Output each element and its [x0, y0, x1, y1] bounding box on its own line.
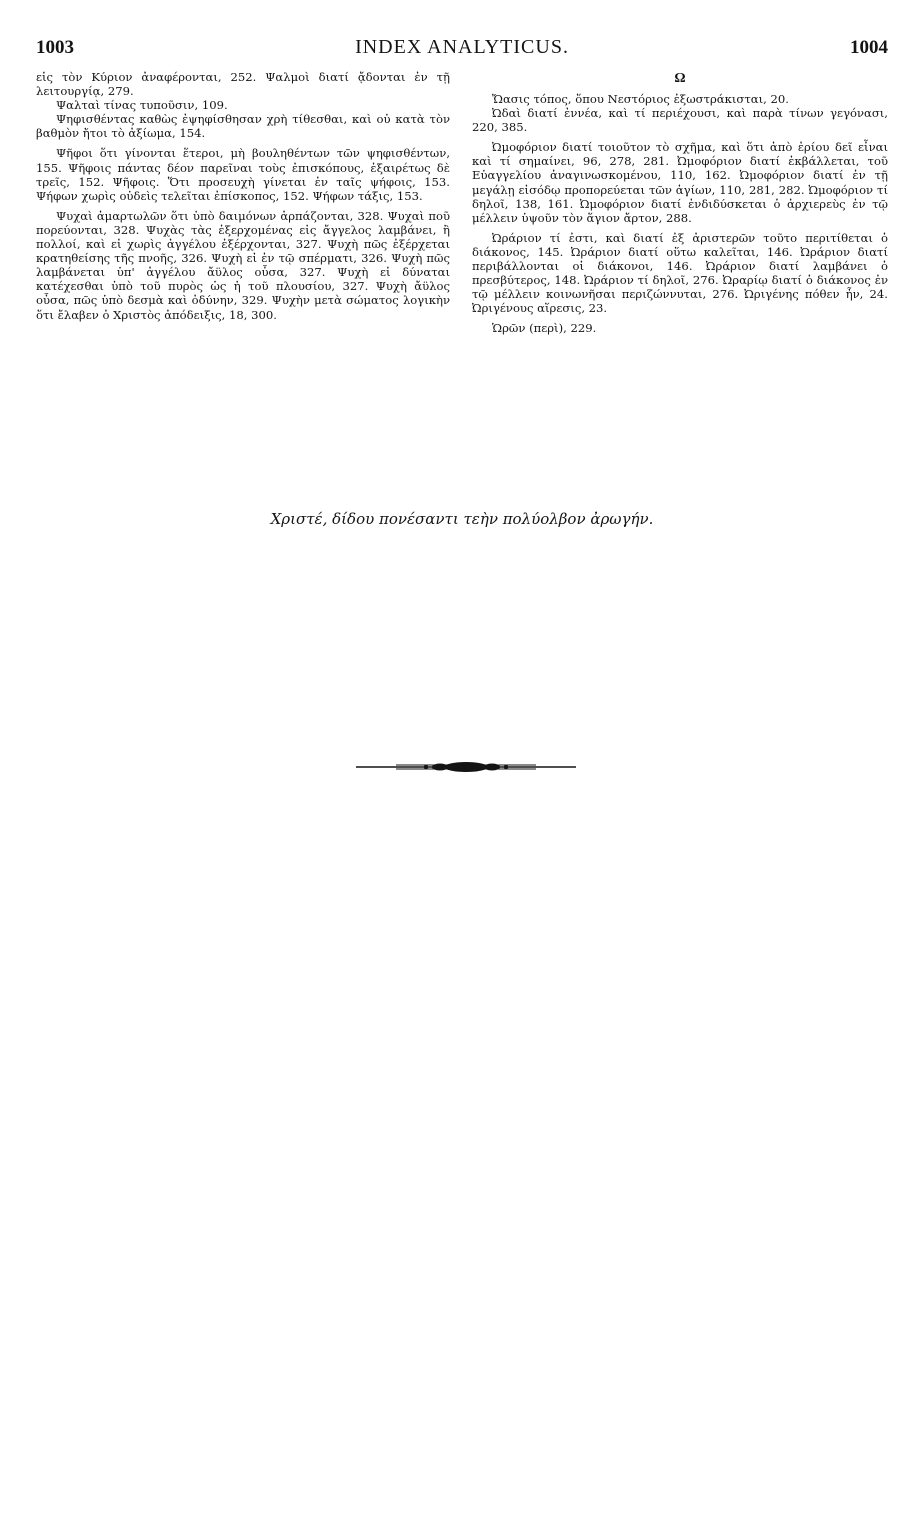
ornament-rule-icon	[356, 760, 576, 774]
page-number-left: 1003	[36, 37, 74, 58]
page-number-right: 1004	[850, 37, 888, 58]
index-entry: Ψαλταὶ τίνας τυποῦσιν, 109.	[56, 98, 228, 113]
section-letter: Ω	[674, 71, 686, 86]
index-entry: Ὤασις τόπος, ὅπου Νεστόριος ἐξωστράκισται, 20.	[492, 92, 789, 106]
index-entry: Ὠράριον τί ἐστι, καὶ διατί ἐξ ἀριστερῶν τοῦτο περιτίθεται ὁ διάκονος, 145. Ὠράριον διατί οὕτω καλεῖται, 146. Ὠράριον διατί περιβάλλονται οἱ διάκονοι, 146. Ὠράριον διατί λαμβάνει ὁ πρεσβύτερος, 148. Ὠράριον τί δηλοῖ, 276. Ὠραρίῳ διατί ὁ διάκονος ἐν τῷ μέλλειν κοινωνῆσαι περιζώννυται, 276. Ὠριγένης πόθεν ἦν, 24. Ὠριγένους αἵρεσις, 23.	[472, 230, 888, 316]
page-header	[36, 36, 888, 62]
index-entry: Ὠμοφόριον διατί τοιοῦτον τὸ σχῆμα, καὶ ὅτι ἀπὸ ἐρίου δεῖ εἶναι καὶ τί σημαίνει, 96, 278, 281. Ὠμοφόριον διατί ἐκβάλλεται, τοῦ Εὐαγγελίου ἀναγινωσκομένου, 110, 162. Ὠμοφόριον διατί ἐν τῇ μεγάλῃ εἰσόδῳ προπορεύεται τῶν ἁγίων, 110, 281, 282. Ὠμοφόριον τί δηλοῖ, 138, 161. Ὠμοφόριον διατί ἐνδιδύσκεται ὁ ἀρχιερεὺς ἐν τῷ μέλλειν ὑψοῦν τὸν ἅγιον ἄρτον, 288.	[472, 140, 888, 225]
index-entry: Ψηφισθέντας καθὼς ἐψηφίσθησαν χρὴ τίθεσθαι, καὶ οὐ κατὰ τὸν βαθμὸν ἤτοι τὸ ἀξίωμα, 154.	[36, 112, 450, 141]
index-entry: Ὡρῶν (περὶ), 229.	[492, 321, 597, 336]
index-entry: Ψυχαὶ ἁμαρτωλῶν ὅτι ὑπὸ δαιμόνων ἁρπάζονται, 328. Ψυχαὶ ποῦ πορεύονται, 328. Ψυχὰς τὰς ἐξερχομένας εἰς ἄγγελος λαμβάνει, ἢ πολλοί, καὶ εἰ χωρὶς ἀγγέλου ἐξέρχονται, 327. Ψυχὴ πῶς ἐξέρχεται κρατηθείσης τῆς πνοῆς, 326. Ψυχὴ εἰ ἐν τῷ σπέρματι, 326. Ψυχὴ πῶς λαμβάνεται ὑπ' ἀγγέλου ἄϋλος οὖσα, 327. Ψυχὴ εἰ δύναται κατέχεσθαι ὑπὸ τοῦ πυρὸς ὡς ἡ τοῦ πλουσίου, 327. Ψυχὴ ἄϋλος οὖσα, πῶς ὑπὸ δεσμὰ καὶ ὀδύνην, 329. Ψυχὴν μετὰ σώματος λογικὴν ὅτι ἔλαβεν ὁ Χριστὸς ἀπόδειξις, 18, 300.	[36, 208, 450, 322]
closing-invocation: Χριστέ, δίδου πονέσαντι τεὴν πολύολβον ἀρωγήν.	[270, 510, 654, 528]
index-entry: Ὠδαὶ διατί ἐννέα, καὶ τί περιέχουσι, καὶ παρὰ τίνων γεγόνασι, 220, 385.	[472, 106, 888, 135]
left-column	[36, 70, 450, 322]
index-entry: εἰς τὸν Κύριον ἀναφέρονται, 252. Ψαλμοὶ διατί ᾄδονται ἐν τῇ λειτουργίᾳ, 279.	[36, 70, 450, 99]
right-column	[472, 68, 888, 336]
running-title: INDEX ANALYTICUS.	[355, 36, 569, 58]
index-entry: Ψῆφοι ὅτι γίνονται ἕτεροι, μὴ βουληθέντων τῶν ψηφισθέντων, 155. Ψῆφοις πάντας δέον παρεῖναι τοὺς ἐπισκόπους, ἐξαιρέτως δὲ τρεῖς, 152. Ψῆφοις. Ὅτι προσευχὴ γίνεται ἐν ταῖς ψήφοις, 153. Ψήφων χωρὶς οὐδεὶς τελεῖται ἐπίσκοπος, 152. Ψήφων τάξις, 153.	[36, 146, 450, 203]
